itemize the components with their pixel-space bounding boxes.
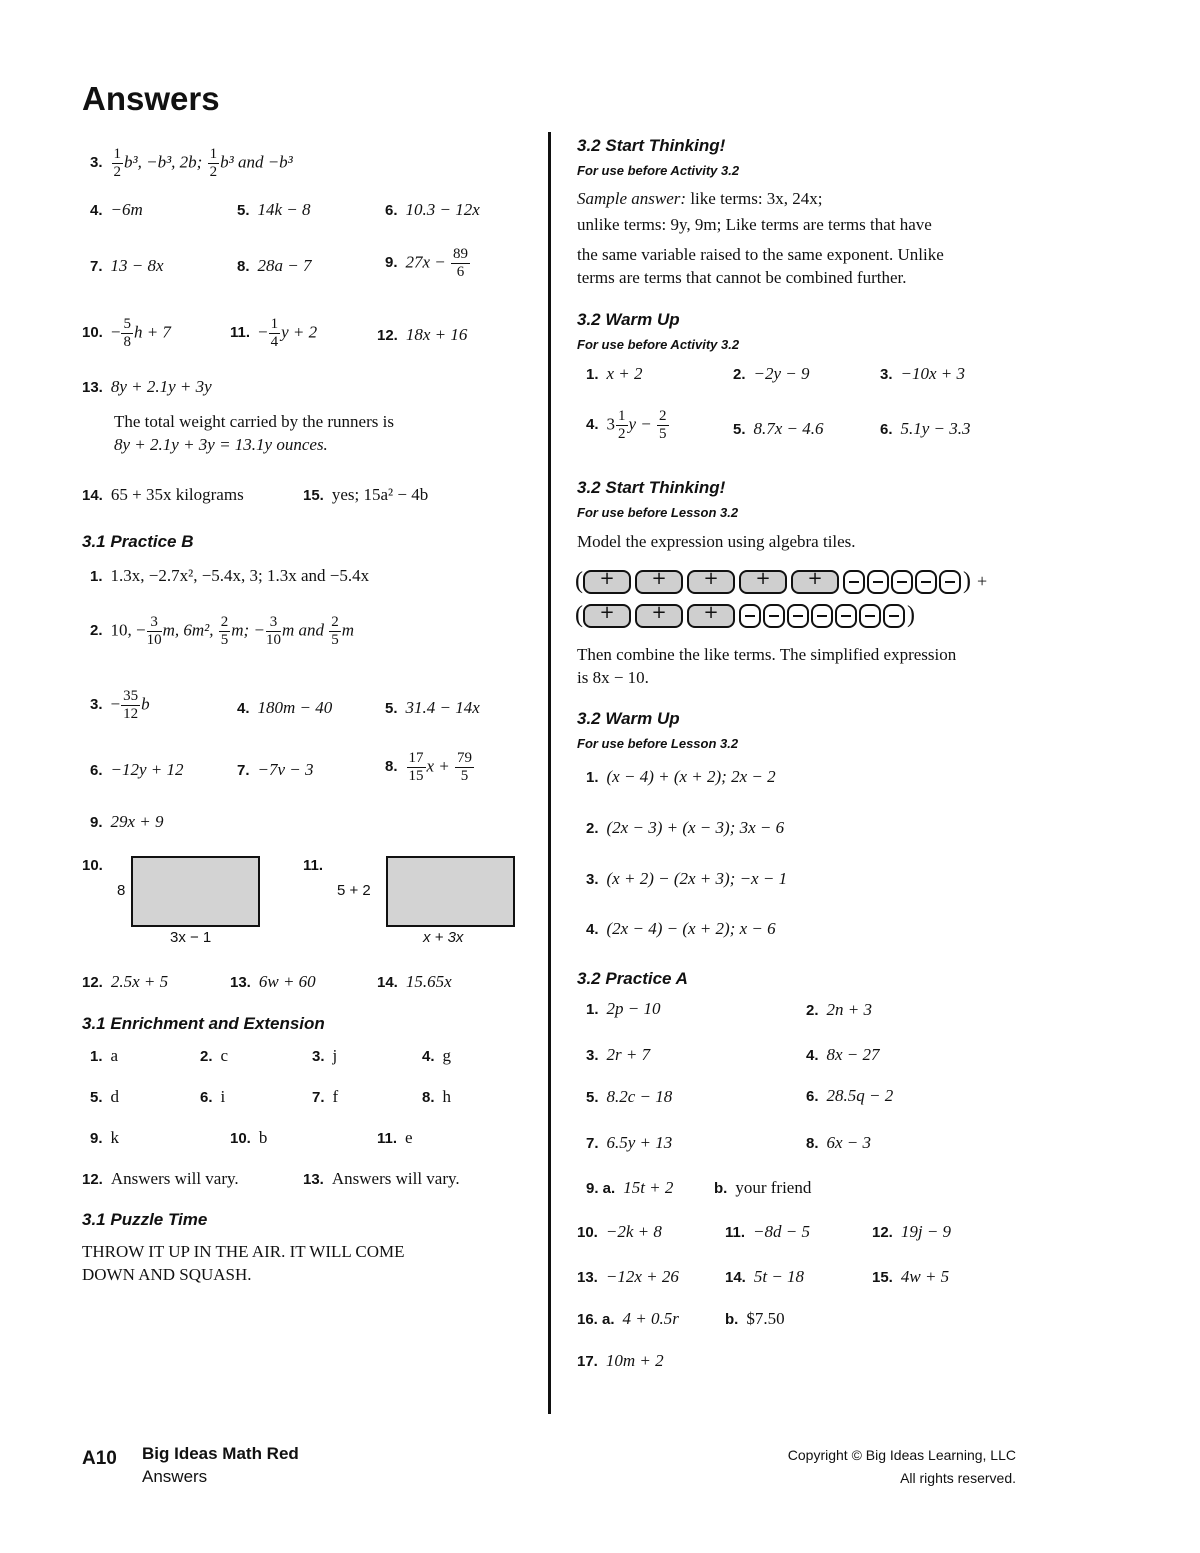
start-thinking-2-line: Model the expression using algebra tiles. — [577, 532, 856, 551]
negative-tile-icon — [939, 570, 961, 594]
enrichment-11: 11. e — [377, 1128, 413, 1147]
practice-b-4: 4. 180m − 40 — [237, 698, 333, 717]
answer-7: 7. 13 − 8x — [90, 256, 164, 275]
puzzle-line2: DOWN AND SQUASH. — [82, 1265, 252, 1284]
start-thinking-2-heading: 3.2 Start Thinking! — [577, 478, 726, 497]
practice-b-8: 8. $\frac{17}{15}$ x + $\frac{79}{5}$ — [385, 750, 473, 784]
enrichment-3: 3. j — [312, 1046, 338, 1065]
practice-b-12: 12. 2.5x + 5 — [82, 972, 169, 991]
start-thinking-1-line2: unlike terms: 9y, 9m; Like terms are terms that have — [577, 215, 932, 234]
practice-b-7: 7. −7v − 3 — [237, 760, 314, 779]
practice-a-heading: 3.2 Practice A — [577, 969, 688, 988]
practice-b-9: 9. 29x + 9 — [90, 812, 164, 831]
start-thinking-2-result-2: is 8x − 10. — [577, 668, 649, 687]
practice-a-4: 4. 8x − 27 — [806, 1045, 880, 1064]
warm-up-1-sub: For use before Activity 3.2 — [577, 337, 740, 352]
enrichment-8: 8. h — [422, 1087, 452, 1106]
negative-tile-icon — [891, 570, 913, 594]
start-thinking-1-line3: the same variable raised to the same exponent. Unlike — [577, 245, 944, 264]
answer-13-line1: The total weight carried by the runners is — [114, 412, 394, 431]
puzzle-heading: 3.1 Puzzle Time — [82, 1210, 208, 1229]
enrichment-6: 6. i — [200, 1087, 226, 1106]
negative-tile-icon — [787, 604, 809, 628]
negative-tile-icon — [883, 604, 905, 628]
warm-up-2-4: 4. (2x − 4) − (x + 2); x − 6 — [586, 919, 776, 938]
positive-tile-icon — [791, 570, 839, 594]
book-title: Big Ideas Math Red — [142, 1444, 299, 1463]
positive-tile-icon — [739, 570, 787, 594]
algebra-tiles-row-1: ( + + + + + ) + — [575, 568, 987, 595]
column-divider — [548, 132, 551, 1414]
start-thinking-2-result-1: Then combine the like terms. The simplified expression — [577, 645, 957, 664]
rectangle-10 — [131, 856, 260, 927]
negative-tile-icon — [915, 570, 937, 594]
positive-tile-icon — [687, 570, 735, 594]
answer-6: 6. 10.3 − 12x — [385, 200, 480, 219]
warm-up-2-3: 3. (x + 2) − (2x + 3); −x − 1 — [586, 869, 788, 888]
answer-10: 10. − $\frac{5}{8}$ h + 7 — [82, 316, 171, 350]
practice-b-14: 14. 15.65x — [377, 972, 452, 991]
practice-a-17: 17. 10m + 2 — [577, 1351, 664, 1370]
positive-tile-icon — [583, 570, 631, 594]
enrichment-7: 7. f — [312, 1087, 339, 1106]
warm-up-1-4: 4. 3 $\frac{1}{2}$ y − $\frac{2}{5}$ — [586, 408, 667, 442]
puzzle-line1: THROW IT UP IN THE AIR. IT WILL COME — [82, 1242, 405, 1261]
copyright: Copyright © Big Ideas Learning, LLC — [787, 1447, 1016, 1463]
negative-tile-icon — [867, 570, 889, 594]
start-thinking-1-sub: For use before Activity 3.2 — [577, 163, 740, 178]
start-thinking-1-line4: terms are terms that cannot be combined further. — [577, 268, 907, 287]
enrichment-5: 5. d — [90, 1087, 120, 1106]
negative-tile-icon — [835, 604, 857, 628]
rect-11-bottom-label: x + 3x — [423, 929, 464, 946]
warm-up-1-5: 5. 8.7x − 4.6 — [733, 419, 824, 438]
warm-up-1-3: 3. −10x + 3 — [880, 364, 966, 383]
answer-9: 9. 27x − $\frac{89}{6}$ — [385, 246, 469, 280]
practice-a-15: 15. 4w + 5 — [872, 1267, 950, 1286]
answer-14: 14. 65 + 35x kilograms — [82, 485, 244, 504]
start-thinking-1-line1: Sample answer: like terms: 3x, 24x; — [577, 189, 823, 208]
rect-11-side-label: 5 + 2 — [337, 882, 371, 899]
answer-8: 8. 28a − 7 — [237, 256, 312, 275]
practice-a-13: 13. −12x + 26 — [577, 1267, 679, 1286]
practice-b-10-number: 10. — [82, 857, 103, 874]
enrichment-4: 4. g — [422, 1046, 452, 1065]
warm-up-2-sub: For use before Lesson 3.2 — [577, 736, 739, 751]
start-thinking-1-heading: 3.2 Start Thinking! — [577, 136, 726, 155]
start-thinking-2-sub: For use before Lesson 3.2 — [577, 505, 739, 520]
answer-3: 3. $\frac{1}{2}$ b³, −b³, 2b; $\frac{1}{2}$ b³ and −b³ — [90, 146, 293, 180]
practice-a-7: 7. 6.5y + 13 — [586, 1133, 673, 1152]
practice-a-11: 11. −8d − 5 — [725, 1222, 810, 1241]
practice-a-14: 14. 5t − 18 — [725, 1267, 805, 1286]
enrichment-13: 13. Answers will vary. — [303, 1169, 460, 1188]
practice-a-6: 6. 28.5q − 2 — [806, 1086, 894, 1105]
rect-10-bottom-label: 3x − 1 — [170, 929, 212, 946]
practice-a-2: 2. 2n + 3 — [806, 1000, 872, 1019]
practice-a-3: 3. 2r + 7 — [586, 1045, 651, 1064]
page-title: Answers — [82, 80, 220, 117]
warm-up-2-2: 2. (2x − 3) + (x − 3); 3x − 6 — [586, 818, 785, 837]
warm-up-2-heading: 3.2 Warm Up — [577, 709, 680, 728]
rectangle-11 — [386, 856, 515, 927]
positive-tile-icon — [583, 604, 631, 628]
negative-tile-icon — [811, 604, 833, 628]
enrichment-12: 12. Answers will vary. — [82, 1169, 239, 1188]
warm-up-1-1: 1. x + 2 — [586, 364, 643, 383]
practice-a-1: 1. 2p − 10 — [586, 999, 661, 1018]
rect-10-side-label: 8 — [117, 882, 126, 899]
practice-a-12: 12. 19j − 9 — [872, 1222, 952, 1241]
positive-tile-icon — [687, 604, 735, 628]
practice-a-16a: 16. a. 4 + 0.5r — [577, 1309, 679, 1328]
practice-a-9b: b. your friend — [714, 1178, 812, 1197]
practice-b-1: 1. 1.3x, −2.7x², −5.4x, 3; 1.3x and −5.4x — [90, 566, 370, 585]
positive-tile-icon — [635, 604, 683, 628]
answer-11: 11. − $\frac{1}{4}$ y + 2 — [230, 316, 318, 350]
negative-tile-icon — [859, 604, 881, 628]
warm-up-1-heading: 3.2 Warm Up — [577, 310, 680, 329]
practice-b-3: 3. − $\frac{35}{12}$ b — [90, 688, 150, 722]
practice-b-11-number: 11. — [303, 857, 324, 874]
practice-b-13: 13. 6w + 60 — [230, 972, 316, 991]
page-code: A10 — [82, 1448, 117, 1469]
enrichment-heading: 3.1 Enrichment and Extension — [82, 1014, 325, 1033]
negative-tile-icon — [739, 604, 761, 628]
answer-12: 12. 18x + 16 — [377, 325, 468, 344]
answer-15: 15. yes; 15a² − 4b — [303, 485, 429, 504]
positive-tile-icon — [635, 570, 683, 594]
negative-tile-icon — [843, 570, 865, 594]
practice-a-5: 5. 8.2c − 18 — [586, 1087, 673, 1106]
practice-a-9a: 9. a. 15t + 2 — [586, 1178, 674, 1197]
enrichment-9: 9. k — [90, 1128, 120, 1147]
warm-up-1-6: 6. 5.1y − 3.3 — [880, 419, 971, 438]
practice-a-8: 8. 6x − 3 — [806, 1133, 872, 1152]
warm-up-2-1: 1. (x − 4) + (x + 2); 2x − 2 — [586, 767, 776, 786]
enrichment-10: 10. b — [230, 1128, 268, 1147]
warm-up-1-2: 2. −2y − 9 — [733, 364, 810, 383]
negative-tile-icon — [763, 604, 785, 628]
practice-a-16b: b. $7.50 — [725, 1309, 785, 1328]
answer-13-line2: 8y + 2.1y + 3y = 13.1y ounces. — [114, 435, 328, 454]
answer-4: 4. −6m — [90, 200, 143, 219]
practice-b-6: 6. −12y + 12 — [90, 760, 184, 779]
enrichment-2: 2. c — [200, 1046, 229, 1065]
answer-13: 13. 8y + 2.1y + 3y — [82, 377, 212, 396]
practice-b-heading: 3.1 Practice B — [82, 532, 194, 551]
section-name: Answers — [142, 1467, 208, 1486]
practice-b-5: 5. 31.4 − 14x — [385, 698, 480, 717]
practice-b-2: 2. 10, − $\frac{3}{10}$ m, 6m², $\frac{2}{5}$ m; − $\frac{3}{10}$ m and $\frac{2}{5}$ m — [90, 614, 354, 648]
algebra-tiles-row-2: ( + + + ) — [575, 602, 915, 629]
enrichment-1: 1. a — [90, 1046, 119, 1065]
practice-a-10: 10. −2k + 8 — [577, 1222, 662, 1241]
rights-reserved: All rights reserved. — [900, 1470, 1016, 1486]
answer-5: 5. 14k − 8 — [237, 200, 311, 219]
